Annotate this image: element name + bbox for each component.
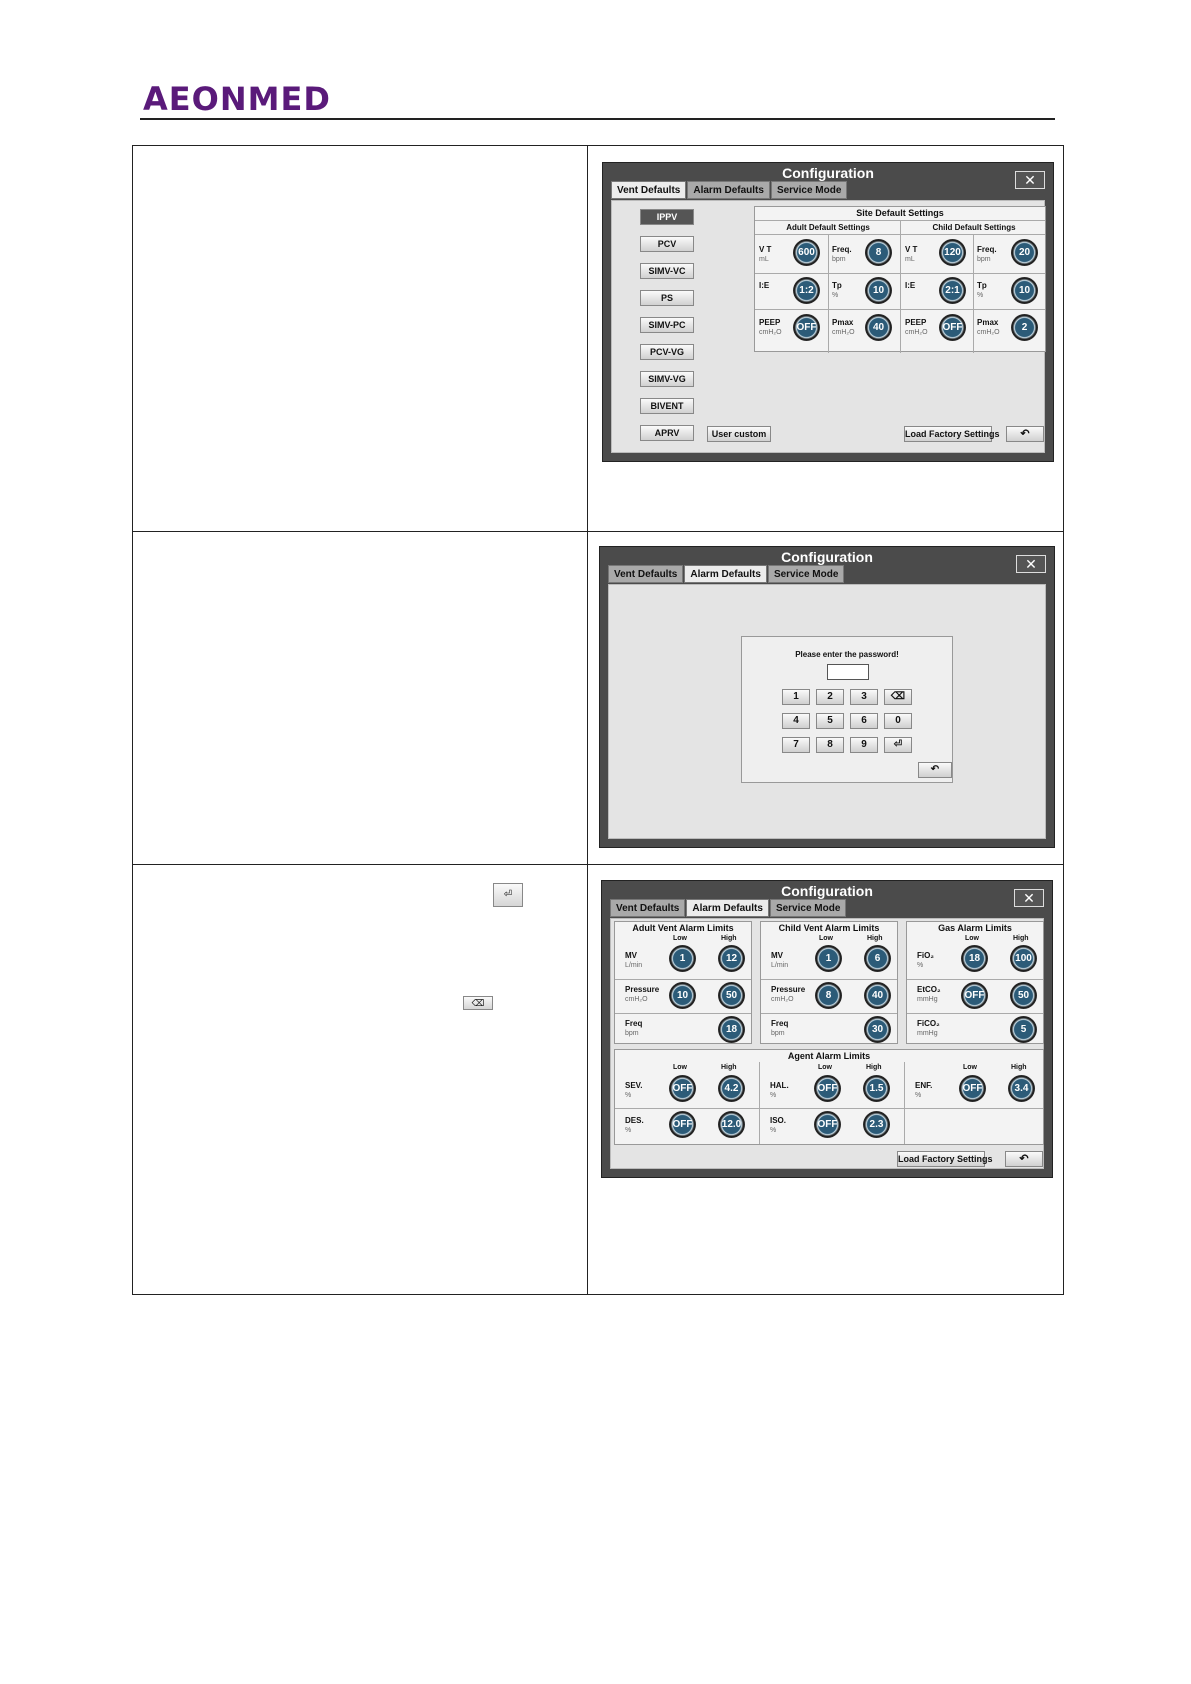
iso-high-knob[interactable]: 2.3 (863, 1111, 890, 1138)
password-prompt: Please enter the password! (795, 650, 899, 659)
adult-freq-high-knob[interactable]: 18 (718, 1016, 745, 1043)
key-2[interactable]: 2 (816, 689, 844, 705)
gas-alarm-box (906, 921, 1044, 1044)
des-low-knob[interactable]: OFF (669, 1111, 696, 1138)
child-freq-knob[interactable]: 20 (1011, 239, 1038, 266)
child-vt-unit: mL (905, 256, 915, 263)
child-vent-alarm-box (760, 921, 898, 1044)
child-pmax-knob[interactable]: 2 (1011, 314, 1038, 341)
enf-low-knob[interactable]: OFF (959, 1075, 986, 1102)
sev-unit: % (625, 1092, 632, 1099)
iso-low-knob[interactable]: OFF (814, 1111, 841, 1138)
enf-unit: % (915, 1092, 922, 1099)
adult-default-header: Adult Default Settings (786, 223, 870, 232)
password-dialog (741, 636, 953, 783)
load-factory-settings-button[interactable]: Load Factory Settings (904, 426, 992, 442)
tab-alarm-defaults[interactable]: Alarm Defaults (684, 565, 767, 583)
enf-high-knob[interactable]: 3.4 (1008, 1075, 1035, 1102)
child-mv-label: MV (771, 951, 783, 960)
child-pmax-label: Pmax (977, 318, 999, 327)
child-pmax-unit: cmH₂O (977, 329, 1000, 336)
key-7[interactable]: 7 (782, 737, 810, 753)
adult-ie-label: I:E (759, 281, 770, 290)
hal-high-knob[interactable]: 1.5 (863, 1075, 890, 1102)
backspace-key[interactable]: ⌫ (884, 689, 912, 705)
fico2-high-knob[interactable]: 5 (1010, 1016, 1037, 1043)
vent-defaults-panel (611, 200, 1045, 453)
adult-mv-low-knob[interactable]: 1 (669, 945, 696, 972)
high-label: High (1013, 935, 1029, 942)
adult-mv-unit: L/min (625, 962, 643, 969)
fico2-unit: mmHg (917, 1030, 938, 1037)
key-6[interactable]: 6 (850, 713, 878, 729)
etco2-high-knob[interactable]: 50 (1010, 982, 1037, 1009)
child-default-header: Child Default Settings (932, 223, 1016, 232)
adult-freq-label: Freq (625, 1019, 643, 1028)
alarm-limits-panel (610, 918, 1044, 1169)
tab-service-mode[interactable]: Service Mode (768, 565, 844, 583)
child-mv-unit: L/min (771, 962, 789, 969)
hal-label: HAL. (770, 1081, 789, 1090)
backspace-icon: ⌫ (463, 996, 493, 1010)
close-button[interactable]: ✕ (1015, 171, 1045, 189)
high-label: High (867, 935, 883, 942)
fio2-high-knob[interactable]: 100 (1010, 945, 1037, 972)
low-label: Low (818, 1064, 832, 1071)
key-9[interactable]: 9 (850, 737, 878, 753)
vent-defaults-screenshot (602, 162, 1054, 462)
des-unit: % (625, 1127, 632, 1134)
child-freq-unit: bpm (977, 256, 991, 263)
child-vt-knob[interactable]: 120 (939, 239, 966, 266)
mode-button-ps[interactable]: PS (640, 290, 694, 306)
low-label: Low (673, 935, 687, 942)
iso-unit: % (770, 1127, 777, 1134)
fio2-unit: % (917, 962, 924, 969)
child-pressure-unit: cmH₂O (771, 996, 794, 1003)
child-pressure-high-knob[interactable]: 40 (864, 982, 891, 1009)
adult-freq-label: Freq. (832, 245, 852, 254)
fico2-label: FiCO₂ (917, 1019, 940, 1028)
header-rule (140, 118, 1055, 120)
adult-tp-knob[interactable]: 10 (865, 277, 892, 304)
adult-tp-unit: % (832, 292, 839, 299)
adult-mv-high-knob[interactable]: 12 (718, 945, 745, 972)
child-mv-low-knob[interactable]: 1 (815, 945, 842, 972)
adult-freq-knob[interactable]: 8 (865, 239, 892, 266)
child-freq-label: Freq (771, 1019, 789, 1028)
des-high-knob[interactable]: 12.0 (718, 1111, 745, 1138)
key-3[interactable]: 3 (850, 689, 878, 705)
low-label: Low (673, 1064, 687, 1071)
dialog-title: Configuration (781, 549, 873, 565)
high-label: High (721, 1064, 737, 1071)
adult-peep-unit: cmH₂O (759, 329, 782, 336)
child-freq-label: Freq. (977, 245, 997, 254)
child-tp-label: Tp (977, 281, 987, 290)
enf-label: ENF. (915, 1081, 933, 1090)
agent-alarm-box (614, 1049, 1044, 1145)
child-freq-high-knob[interactable]: 30 (864, 1016, 891, 1043)
adult-pmax-label: Pmax (832, 318, 854, 327)
adult-vt-knob[interactable]: 600 (793, 239, 820, 266)
site-default-header: Site Default Settings (856, 208, 944, 218)
adult-pressure-label: Pressure (625, 985, 660, 994)
child-peep-label: PEEP (905, 318, 927, 327)
password-screenshot (599, 546, 1055, 848)
dialog-title: Configuration (782, 165, 874, 181)
hal-unit: % (770, 1092, 777, 1099)
child-pressure-low-knob[interactable]: 8 (815, 982, 842, 1009)
mode-button-ippv[interactable]: IPPV (640, 209, 694, 225)
child-peep-knob[interactable]: OFF (939, 314, 966, 341)
load-factory-settings-button[interactable]: Load Factory Settings (897, 1151, 985, 1167)
adult-pmax-unit: cmH₂O (832, 329, 855, 336)
adult-peep-label: PEEP (759, 318, 781, 327)
hal-low-knob[interactable]: OFF (814, 1075, 841, 1102)
adult-vent-alarm-box (614, 921, 752, 1044)
tab-service-mode[interactable]: Service Mode (771, 181, 847, 199)
back-button[interactable]: ↶ (918, 762, 952, 778)
tab-vent-defaults[interactable]: Vent Defaults (611, 181, 686, 199)
key-0[interactable]: 0 (884, 713, 912, 729)
document-table (132, 145, 1064, 1295)
child-vt-label: V T (905, 245, 918, 254)
adult-pressure-high-knob[interactable]: 50 (718, 982, 745, 1009)
mode-button-simv-pc[interactable]: SIMV-PC (640, 317, 694, 333)
tab-alarm-defaults[interactable]: Alarm Defaults (687, 181, 770, 199)
tab-vent-defaults[interactable]: Vent Defaults (610, 899, 685, 917)
high-label: High (721, 935, 737, 942)
child-mv-high-knob[interactable]: 6 (864, 945, 891, 972)
etco2-label: EtCO₂ (917, 985, 941, 994)
key-8[interactable]: 8 (816, 737, 844, 753)
mode-button-pcv[interactable]: PCV (640, 236, 694, 252)
child-ie-knob[interactable]: 2:1 (939, 277, 966, 304)
child-tp-unit: % (977, 292, 984, 299)
close-button[interactable]: ✕ (1014, 889, 1044, 907)
user-custom-button[interactable]: User custom (707, 426, 771, 442)
adult-pressure-low-knob[interactable]: 10 (669, 982, 696, 1009)
child-vent-alarm-header: Child Vent Alarm Limits (778, 923, 880, 933)
mode-button-pcv-vg[interactable]: PCV-VG (640, 344, 694, 360)
back-button[interactable]: ↶ (1005, 1151, 1043, 1167)
mode-button-simv-vc[interactable]: SIMV-VC (640, 263, 694, 279)
child-tp-knob[interactable]: 10 (1011, 277, 1038, 304)
adult-peep-knob[interactable]: OFF (793, 314, 820, 341)
tab-alarm-defaults[interactable]: Alarm Defaults (686, 899, 769, 917)
row-divider (133, 531, 1063, 532)
column-divider (587, 146, 588, 1294)
etco2-low-knob[interactable]: OFF (961, 982, 988, 1009)
row-divider (133, 864, 1063, 865)
iso-label: ISO. (770, 1116, 787, 1125)
etco2-unit: mmHg (917, 996, 938, 1003)
adult-pmax-knob[interactable]: 40 (865, 314, 892, 341)
adult-freq-unit: bpm (832, 256, 846, 263)
tab-service-mode[interactable]: Service Mode (770, 899, 846, 917)
sev-high-knob[interactable]: 4.2 (718, 1075, 745, 1102)
sev-low-knob[interactable]: OFF (669, 1075, 696, 1102)
child-pressure-label: Pressure (771, 985, 806, 994)
fio2-low-knob[interactable]: 18 (961, 945, 988, 972)
mode-button-bivent[interactable]: BIVENT (640, 398, 694, 414)
key-1[interactable]: 1 (782, 689, 810, 705)
agent-alarm-header: Agent Alarm Limits (787, 1051, 871, 1061)
site-default-settings-box (754, 206, 1046, 352)
des-label: DES. (625, 1116, 644, 1125)
adult-freq-unit: bpm (625, 1030, 639, 1037)
enter-key[interactable]: ⏎ (884, 737, 912, 753)
low-label: Low (965, 935, 979, 942)
child-freq-unit: bpm (771, 1030, 785, 1037)
low-label: Low (963, 1064, 977, 1071)
adult-mv-label: MV (625, 951, 637, 960)
adult-vt-unit: mL (759, 256, 769, 263)
company-logo: AEONMED (143, 80, 331, 118)
sev-label: SEV. (625, 1081, 643, 1090)
high-label: High (1011, 1064, 1027, 1071)
alarm-defaults-panel (608, 584, 1046, 839)
close-button[interactable]: ✕ (1016, 555, 1046, 573)
gas-alarm-header: Gas Alarm Limits (938, 923, 1012, 933)
password-input[interactable] (827, 664, 869, 680)
key-5[interactable]: 5 (816, 713, 844, 729)
high-label: High (866, 1064, 882, 1071)
enter-icon: ⏎ (493, 883, 523, 907)
child-peep-unit: cmH₂O (905, 329, 928, 336)
adult-vt-label: V T (759, 245, 772, 254)
adult-vent-alarm-header: Adult Vent Alarm Limits (632, 923, 734, 933)
tab-vent-defaults[interactable]: Vent Defaults (608, 565, 683, 583)
back-button[interactable]: ↶ (1006, 426, 1044, 442)
mode-button-aprv[interactable]: APRV (640, 425, 694, 441)
low-label: Low (819, 935, 833, 942)
child-ie-label: I:E (905, 281, 916, 290)
adult-ie-knob[interactable]: 1:2 (793, 277, 820, 304)
adult-pressure-unit: cmH₂O (625, 996, 648, 1003)
alarm-defaults-screenshot (601, 880, 1053, 1178)
mode-button-simv-vg[interactable]: SIMV-VG (640, 371, 694, 387)
adult-tp-label: Tp (832, 281, 842, 290)
key-4[interactable]: 4 (782, 713, 810, 729)
fio2-label: FiO₂ (917, 951, 934, 960)
dialog-title: Configuration (781, 883, 873, 899)
